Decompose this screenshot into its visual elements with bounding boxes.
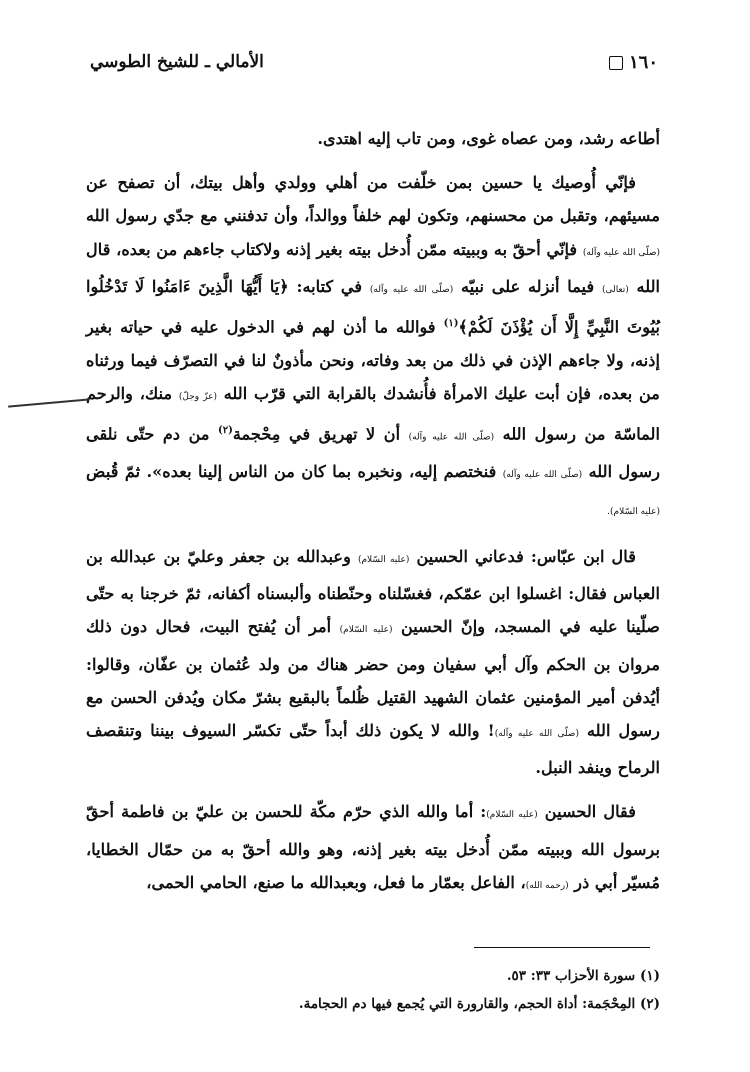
footnote-1: (١) سورة الأحزاب ٣٣: ٥٣. bbox=[506, 968, 660, 984]
main-text bbox=[86, 122, 660, 914]
page-header bbox=[90, 52, 658, 84]
honorific: (صلّى الله عليه وآله) bbox=[494, 729, 579, 740]
text-run: فإنّي أُوصيك يا حسين بمن خلّفت من أهلي وولدي وأهل بيتك، أن تصفح عن مسيئهم، وتقبل من محسنهم، وتكون لهم خلفاً ووالداً، وأن تدفنني مع جدّي رسول الله bbox=[86, 173, 660, 226]
honorific: (عزّ وجلّ) bbox=[178, 391, 217, 402]
text-run: : أما والله الذي حرّم مكّة للحسن بن عليّ بن فاطمة أحقّ برسول الله وببيته ممّن أُدخل بيته بغير إذنه، وهو والله أحقّ به من حمّال الخطايا، مُسيّر أبي ذر bbox=[86, 802, 660, 892]
footnotes bbox=[90, 962, 660, 1018]
paragraph-4 bbox=[86, 795, 660, 903]
running-title: الأمالي ـ للشيخ الطوسي bbox=[90, 52, 264, 72]
text-run: من دم حتّى نلقى رسول الله bbox=[86, 424, 661, 481]
text-run: قال ابن عبّاس: فدعاني الحسين bbox=[416, 547, 636, 567]
text-run: أن لا تهريق في مِحْجمة bbox=[232, 424, 401, 444]
honorific: (رحمه الله) bbox=[525, 880, 569, 891]
honorific: (صلّى الله عليه وآله) bbox=[408, 432, 495, 443]
text-run: ، الفاعل بعمّار ما فعل، وبعبدالله ما صنع، الحامي الحمى، bbox=[146, 872, 526, 892]
text-run: في كتابه: bbox=[296, 276, 363, 296]
footnote-ref-2: (٢) bbox=[218, 425, 233, 437]
quran-verse: ﴿يَا أَيُّهَا الَّذِينَ ءَامَنُوا لَا تَدْخُلُوا بُيُوتَ النَّبِيِّ إِلَّا أَن يُؤْذَنَ لَكُمْ﴾ bbox=[86, 276, 661, 337]
paragraph-3 bbox=[86, 540, 660, 784]
text-run: فنختصم إليه، ونخبره بما كان من الناس إلينا بعده». ثمّ قُبض bbox=[86, 461, 497, 481]
text-run: فقال الحسين bbox=[544, 802, 636, 822]
text-run: فإنّي أحقّ به وببيته ممّن أُدخل بيته بغير إذنه ولاكتاب جاءهم من بعده، قال الله bbox=[86, 239, 661, 296]
paragraph-2 bbox=[86, 166, 660, 529]
honorific: (عليه السّلام) bbox=[339, 625, 393, 636]
honorific: (عليه السّلام) bbox=[357, 555, 410, 566]
text-run: منك، والرحم الماسّة من رسول الله bbox=[86, 383, 660, 444]
text-run: فيما أنزله على نبيّه bbox=[461, 276, 595, 296]
square-ornament-icon bbox=[609, 56, 623, 70]
honorific: (صلّى الله عليه وآله) bbox=[369, 284, 454, 295]
page-number bbox=[609, 52, 658, 73]
honorific: (عليه السّلام). bbox=[607, 506, 660, 517]
margin-pencil-mark bbox=[8, 398, 90, 407]
honorific: (صلّى الله عليه وآله) bbox=[502, 469, 583, 480]
honorific: (عليه السّلام) bbox=[486, 810, 538, 821]
footnote-divider bbox=[474, 947, 650, 948]
honorific: (صلّى الله عليه وآله) bbox=[582, 247, 660, 258]
text-run: وعبدالله بن جعفر وعليّ بن عبدالله بن العباس فقال: اغسلوا ابن عمّكم، فغسّلناه وحنّطناه وألبسناه أكفانه، ثمّ خرجنا به حتّى صلّينا عليه في المسجد، وإنّ الحسين bbox=[86, 547, 660, 637]
page-number-text: ١٦٠ bbox=[628, 52, 658, 73]
footnote-2: (٢) المِحْجَمة: أداة الحجم، والقارورة التي يُجمع فيها دم الحجامة. bbox=[298, 996, 660, 1012]
text-run: أمر أن يُفتح البيت، فحال دون ذلك مروان بن الحكم وآل أبي سفيان ومن حضر هناك من ولد عُثمان بن عفّان، وقالوا: أيُدفن أمير المؤمنين عثمان الشهيد القتيل ظُلماً بالبقيع بشرّ مكان ويُدفن الحسن مع رسول الله bbox=[86, 617, 660, 741]
honorific: (تعالى) bbox=[601, 284, 629, 295]
text-run: فوالله ما أذن لهم في الدخول عليه في حياته بغير إذنه، ولا جاءهم الإذن في ذلك من بعد وفاته، ونحن مأذونٌ لنا في التصرّف فيما ورثناه من بعده، فإن أبت عليك الامرأة فأُنشدك بالقرابة التي قرّب الله bbox=[86, 317, 660, 403]
paragraph-1: أطاعه رشد، ومن عصاه غوى، ومن تاب إليه اهتدى. bbox=[317, 129, 660, 148]
text-run: ! والله لا يكون ذلك أبداً حتّى تكسّر السيوف بيننا وتنقصف الرماح وينفد النبل. bbox=[86, 721, 660, 778]
footnote-ref-1: (١) bbox=[443, 318, 459, 330]
